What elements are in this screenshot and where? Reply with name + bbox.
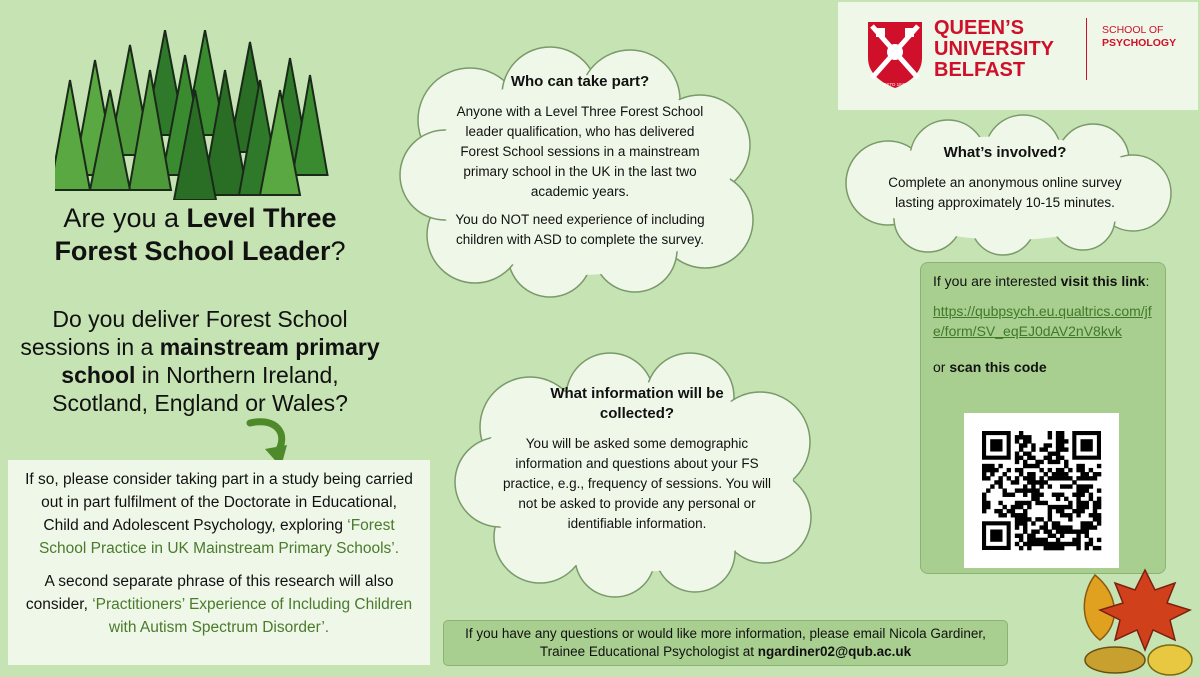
who-paragraph-1: Anyone with a Level Three Forest School leader qualification, who has delivered Forest School sessions in a mainstream primary school in the UK in the last two academic years.: [456, 104, 704, 199]
involved-title: What’s involved?: [943, 144, 1067, 161]
contact-email[interactable]: ngardiner02@qub.ac.uk: [757, 644, 912, 659]
link-intro-end: :: [1145, 273, 1150, 289]
study-paragraph-1: [22, 468, 416, 560]
autumn-leaves-illustration: [1075, 565, 1200, 677]
study-paragraph-2: [22, 570, 416, 639]
survey-link[interactable]: https://qubpsych.eu.qualtrics.com/jfe/form/SV_eqEJ0dAV2nV8kvk: [933, 303, 1152, 339]
scan-text: [933, 357, 1153, 377]
question-part1: Do you deliver Forest School sessions in a: [20, 306, 348, 360]
headline-end: ?: [330, 236, 346, 266]
who-paragraph-2: You do NOT need experience of including children with ASD to complete the survey.: [455, 212, 705, 247]
question-bold: mainstream primary school: [61, 334, 380, 388]
forest-trees-illustration: [55, 30, 345, 200]
info-paragraph: You will be asked some demographic information and questions about your FS practice, e.g., frequency of sessions. You will not be asked to provide any personal or identifiable information.: [503, 436, 771, 531]
link-intro-text: If you are interested: [933, 273, 1061, 289]
shield-year: ESTD 1845: [883, 82, 907, 87]
who-title: Who can take part?: [510, 73, 650, 90]
study-title-2: ‘Practitioners’ Experience of Including Children with Autism Spectrum Disorder’.: [92, 596, 413, 636]
study-p2-text: A second separate phrase of this research will also consider,: [25, 573, 394, 613]
qr-code[interactable]: [964, 413, 1119, 568]
qub-wordmark: [934, 18, 1054, 81]
cloud-who: [445, 72, 715, 258]
qub-shield-icon: [866, 20, 924, 90]
study-title-1: ‘Forest School Practice in UK Mainstream Primary Schools’.: [38, 517, 400, 557]
study-info-panel: [8, 460, 430, 665]
school-of-psychology: [1102, 24, 1176, 50]
logo-divider: [1086, 18, 1087, 80]
link-intro: [933, 271, 1153, 291]
info-title: What information will be collected?: [550, 385, 724, 422]
school-line-2: PSYCHOLOGY: [1102, 37, 1177, 49]
study-p1-text: If so, please consider taking part in a study being carried out in part fulfilment of the Doctorate in Educational, Child and Adolescent Psychology, exploring: [25, 471, 413, 534]
qub-name-3: BELFAST: [934, 59, 1026, 81]
cloud-info: [492, 384, 782, 542]
contact-panel: [443, 620, 1008, 666]
involved-paragraph: Complete an anonymous online survey lasting approximately 10-15 minutes.: [888, 175, 1122, 210]
qub-name-2: UNIVERSITY: [934, 38, 1055, 60]
scan-pre: or: [933, 359, 950, 375]
school-line-1: SCHOOL OF: [1102, 24, 1164, 36]
question-part2: in Northern Ireland, Scotland, England or Wales?: [52, 362, 348, 416]
scan-bold: scan this code: [949, 359, 1047, 375]
headline-text: Are you a: [63, 203, 187, 233]
link-intro-bold: visit this link: [1060, 273, 1146, 289]
question-text: [20, 305, 380, 417]
cloud-involved: [880, 143, 1130, 221]
headline-bold-2: Forest School Leader: [54, 236, 331, 266]
headline: [20, 202, 380, 268]
qub-name-1: QUEEN’S: [934, 17, 1025, 39]
headline-bold: Level Three: [186, 203, 337, 233]
contact-text: If you have any questions or would like more information, please email Nicola Gardiner, Trainee Educational Psychologist at: [465, 626, 986, 659]
